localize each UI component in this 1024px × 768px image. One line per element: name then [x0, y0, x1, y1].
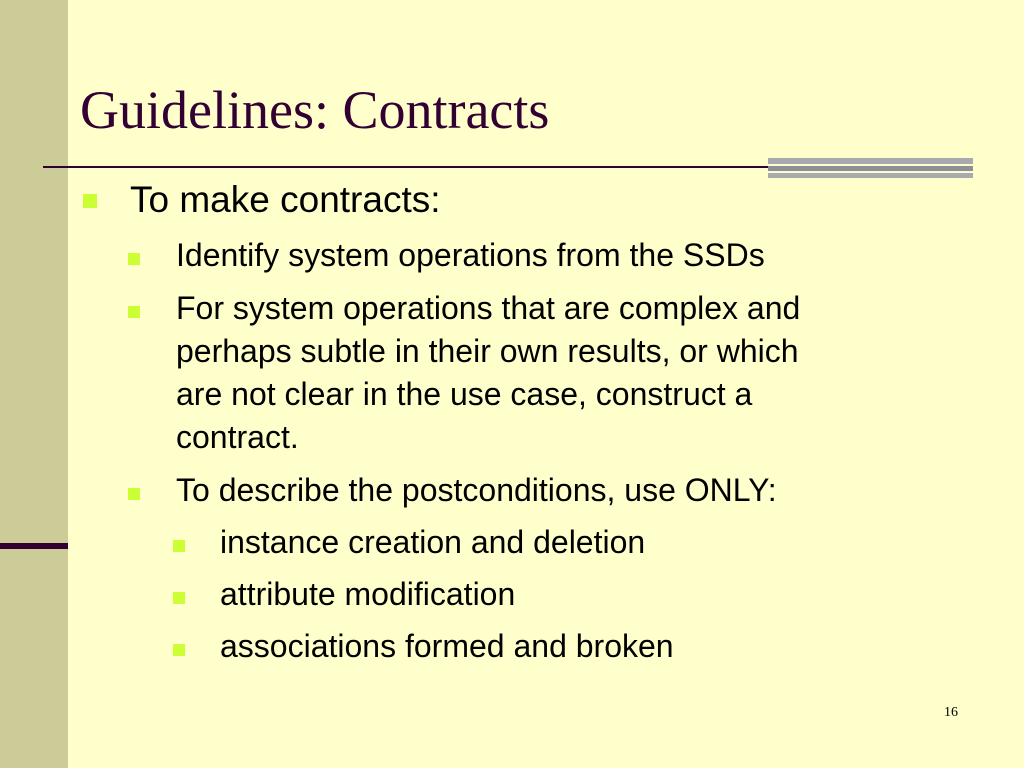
left-decorative-band: [0, 0, 68, 768]
title-underline: [43, 166, 770, 168]
bullet-text-line: For system operations that are complex and: [176, 290, 801, 326]
bullet-text: To describe the postconditions, use ONLY:: [176, 472, 777, 508]
bullet-square-icon: [173, 540, 185, 552]
bullet-text: Identify system operations from the SSDs: [176, 237, 765, 273]
bullet-text-line: are not clear in the use case, construct a: [176, 376, 753, 412]
bullet-square-icon: [83, 194, 97, 208]
left-accent-bar: [0, 543, 68, 549]
bullet-square-icon: [128, 488, 140, 500]
bullet-text: instance creation and deletion: [220, 524, 646, 560]
page-number: 16: [944, 705, 958, 720]
title-decorative-stripes: [768, 158, 973, 178]
bullet-text: To make contracts:: [130, 179, 441, 220]
bullet-text: associations formed and broken: [220, 628, 674, 664]
bullet-text: attribute modification: [220, 576, 516, 612]
slide-title: Guidelines: Contracts: [80, 80, 550, 140]
bullet-text-line: contract.: [176, 419, 299, 455]
bullet-square-icon: [128, 253, 140, 265]
bullet-text-line: perhaps subtle in their own results, or which: [176, 333, 799, 369]
bullet-square-icon: [173, 644, 185, 656]
bullet-square-icon: [128, 306, 140, 318]
bullet-square-icon: [173, 592, 185, 604]
